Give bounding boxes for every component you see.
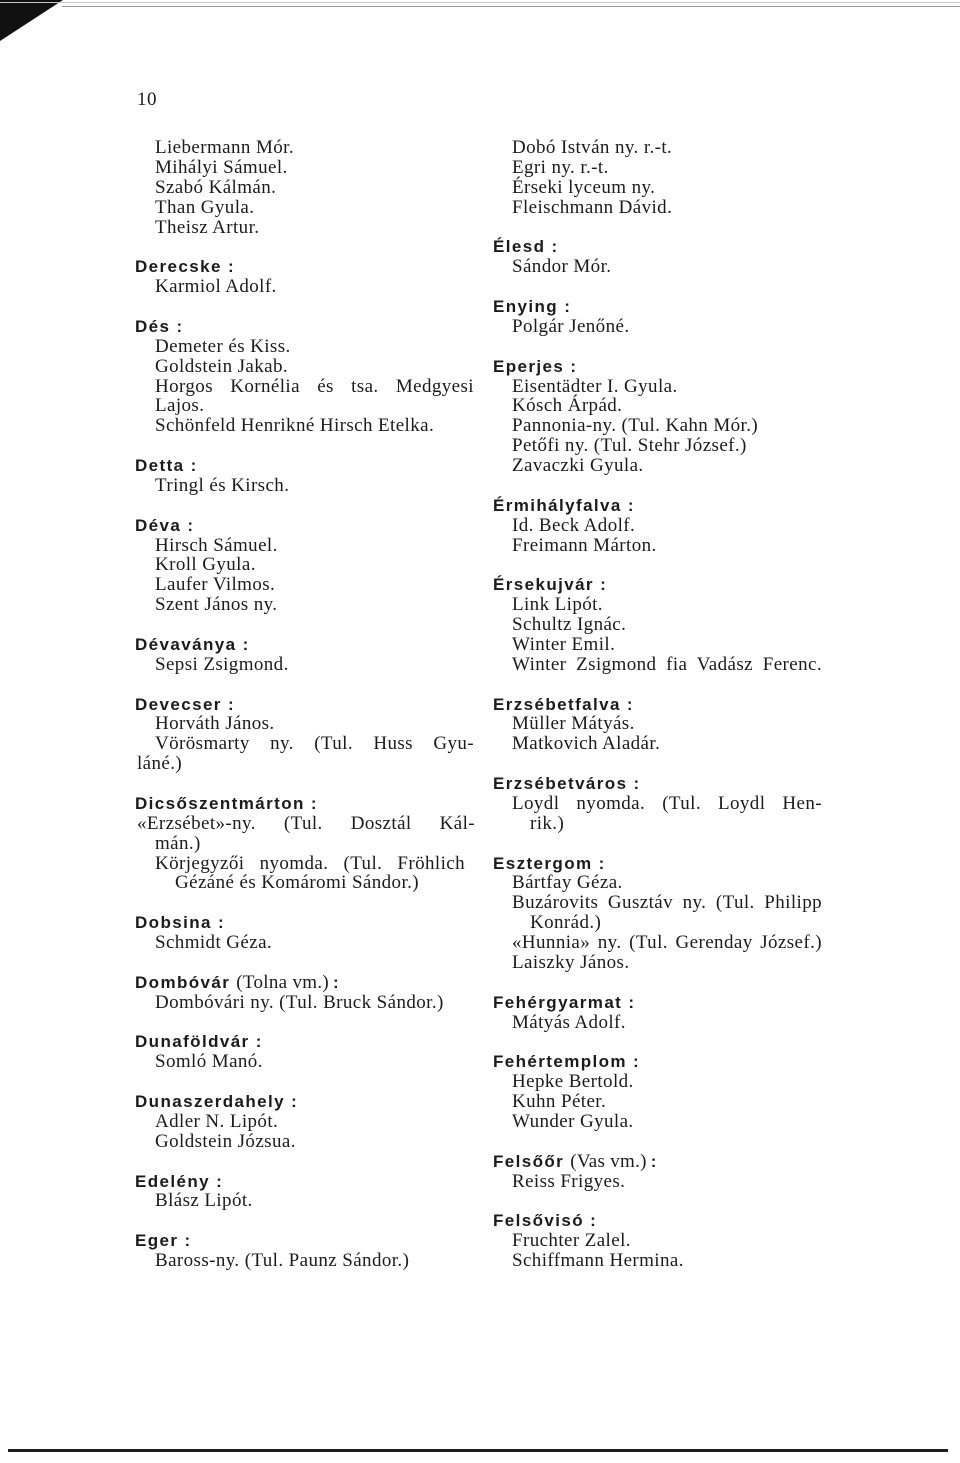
heading-note: (Vas vm.) <box>570 1150 647 1172</box>
section-ersekujvar <box>493 575 828 674</box>
section-eperjes <box>493 357 828 476</box>
entry-line: Dobó István ny. r.-t. <box>512 137 673 158</box>
entry-line: «Erzsébet»-ny. (Tul. Dosztál Kál- <box>137 813 475 834</box>
heading-note: (Tolna vm.) <box>236 971 330 993</box>
section-elesd <box>493 237 828 277</box>
section-heading: Esztergom : <box>493 853 606 873</box>
section-heading: Erzsébetfalva : <box>493 694 634 714</box>
section-heading: Élesd : <box>493 237 559 257</box>
entry-line: Kroll Gyula. <box>155 554 256 576</box>
entry-line: Horgos Kornélia és tsa. Medgyesi <box>155 376 474 397</box>
page-number: 10 <box>137 89 157 110</box>
section-heading: Erzsébetváros : <box>493 774 641 793</box>
entry-line: Schultz Ignác. <box>512 614 627 635</box>
section-derecske <box>135 257 480 297</box>
section-heading: Dunaszerdahely : <box>135 1092 299 1111</box>
section-felsoor <box>493 1152 828 1192</box>
entry-line: Schiffmann Hermina. <box>512 1250 684 1271</box>
entry-line: láné.) <box>137 753 183 775</box>
section-heading: Déva : <box>135 515 195 535</box>
section-heading: Eperjes : <box>493 356 578 376</box>
heading-name: Felsőőr <box>493 1151 565 1171</box>
section-dombovar <box>135 973 480 1013</box>
entry-line: Szabó Kálmán. <box>155 176 277 198</box>
entry-line: Matkovich Aladár. <box>512 733 661 755</box>
continued-entries <box>135 138 480 237</box>
entry-line: Petőfi ny. (Tul. Stehr József.) <box>512 435 747 457</box>
scan-corner-mark <box>0 0 64 42</box>
section-des <box>135 317 480 436</box>
section-ermihalyfalva <box>493 496 828 556</box>
entry-line: Buzárovits Gusztáv ny. (Tul. Philipp <box>512 893 822 914</box>
entry-line: Horváth János. <box>155 713 275 735</box>
entry-line: Fruchter Zalel. <box>512 1230 631 1252</box>
entry-line: Fleischmann Dávid. <box>512 196 673 218</box>
entry-line: Baross-ny. (Tul. Paunz Sándor.) <box>155 1250 410 1271</box>
section-edeleny <box>135 1172 480 1212</box>
entry-line: Körjegyzői nyomda. (Tul. Fröhlich <box>155 853 465 874</box>
entry-line: Laiszky János. <box>512 951 630 973</box>
section-detta <box>135 456 480 496</box>
section-dicsoszentmarton <box>135 794 480 893</box>
scan-bottom-edge <box>8 1449 948 1452</box>
section-devavanya <box>135 635 480 675</box>
entry-line: Kósch Árpád. <box>512 395 623 417</box>
section-heading: Dés : <box>135 316 184 336</box>
entry-line: Demeter és Kiss. <box>155 335 291 357</box>
continued-entries <box>493 138 828 218</box>
entry-line: Sepsi Zsigmond. <box>155 653 289 675</box>
entry-line: Link Lipót. <box>512 594 603 616</box>
section-enying <box>493 297 828 337</box>
section-heading: Derecske : <box>135 257 236 277</box>
section-heading: Dobsina : <box>135 913 226 933</box>
entry-line: Laufer Vilmos. <box>155 574 276 596</box>
entry-line: Szent János ny. <box>155 594 278 616</box>
scan-top-rule <box>62 6 960 7</box>
entry-line: Hirsch Sámuel. <box>155 534 278 556</box>
right-column <box>493 138 828 1271</box>
section-esztergom <box>493 854 828 973</box>
section-heading <box>135 973 480 993</box>
entry-line: Karmiol Adolf. <box>155 276 277 298</box>
section-heading: Detta : <box>135 456 198 475</box>
left-column <box>135 138 480 1271</box>
entry-line: Gézáné és Komáromi Sándor.) <box>175 872 420 894</box>
entry-line: Loydl nyomda. (Tul. Loydl Hen- <box>512 793 822 814</box>
section-felsoviso <box>493 1211 828 1271</box>
entry-line: Adler N. Lipót. <box>155 1110 279 1132</box>
section-erzsebetvaros <box>493 774 828 834</box>
entry-line: Zavaczki Gyula. <box>512 455 644 476</box>
section-fehertemplom <box>493 1052 828 1132</box>
entry-line: Lajos. <box>155 395 205 417</box>
entry-line: Polgár Jenőné. <box>512 315 630 337</box>
entry-line: Mátyás Adolf. <box>512 1011 626 1033</box>
section-heading: Érmihályfalva : <box>493 495 635 515</box>
section-dunaszerdahely <box>135 1092 480 1152</box>
entry-line: Than Gyula. <box>155 196 255 218</box>
section-heading: Enying : <box>493 297 572 316</box>
section-dunafoldvar <box>135 1032 480 1072</box>
entry-line: Somló Manó. <box>155 1051 263 1073</box>
section-heading <box>493 1152 828 1172</box>
entry-line: rik.) <box>530 812 565 834</box>
entry-line: Eisentädter I. Gyula. <box>512 375 678 397</box>
entry-line: Blász Lipót. <box>155 1190 253 1212</box>
section-heading: Eger : <box>135 1231 192 1251</box>
section-heading: Felsővisó : <box>493 1211 598 1231</box>
entry-line: Id. Beck Adolf. <box>512 514 636 536</box>
section-heading: Fehértemplom : <box>493 1052 641 1072</box>
entry-line: Liebermann Mór. <box>155 137 294 158</box>
entry-line: mán.) <box>155 832 201 854</box>
entry-line: «Hunnia» ny. (Tul. Gerenday József.) <box>512 933 822 953</box>
entry-line: Goldstein Józsua. <box>155 1130 296 1152</box>
section-eger <box>135 1231 480 1271</box>
section-deva <box>135 516 480 615</box>
section-heading: Dunaföldvár : <box>135 1032 263 1052</box>
entry-line: Konrád.) <box>530 912 602 934</box>
entry-line: Egri ny. r.-t. <box>512 156 609 178</box>
entry-line: Dombóvári ny. (Tul. Bruck Sándor.) <box>155 991 444 1013</box>
entry-line: Goldstein Jakab. <box>155 355 289 377</box>
section-heading: Fehérgyarmat : <box>493 992 636 1012</box>
section-devecser <box>135 695 480 775</box>
entry-line: Schmidt Géza. <box>155 932 273 953</box>
section-heading: Érsekujvár : <box>493 575 608 595</box>
entry-line: Winter Emil. <box>512 633 616 655</box>
entry-line: Schönfeld Henrikné Hirsch Etelka. <box>155 415 435 437</box>
entry-line: Winter Zsigmond fia Vadász Ferenc. <box>512 654 822 675</box>
entry-line: Freimann Márton. <box>512 534 657 556</box>
section-fehergyarmat <box>493 993 828 1033</box>
entry-line: Sándor Mór. <box>512 256 612 278</box>
entry-line: Tringl és Kirsch. <box>155 474 290 496</box>
section-heading: Dévaványa : <box>135 634 250 654</box>
entry-line: Érseki lyceum ny. <box>512 176 656 198</box>
entry-line: Müller Mátyás. <box>512 713 635 735</box>
section-erzsebetfalva <box>493 695 828 755</box>
entry-line: Theisz Artur. <box>155 216 260 238</box>
entry-line: Reiss Frigyes. <box>512 1170 626 1192</box>
section-heading: Devecser : <box>135 694 236 714</box>
section-heading: Edelény : <box>135 1171 224 1191</box>
entry-line: Kuhn Péter. <box>512 1091 607 1112</box>
entry-line: Pannonia-ny. (Tul. Kahn Mór.) <box>512 415 759 437</box>
entry-line: Wunder Gyula. <box>512 1110 634 1132</box>
entry-line: Hepke Bertold. <box>512 1071 634 1093</box>
heading-colon: : <box>333 972 341 992</box>
section-heading: Dicsőszentmárton : <box>135 793 318 813</box>
section-dobsina <box>135 913 480 953</box>
scan-top-edge <box>0 2 960 3</box>
entry-line: Mihályi Sámuel. <box>155 156 288 178</box>
entry-line: Bártfay Géza. <box>512 872 623 894</box>
heading-name: Dombóvár <box>135 972 231 992</box>
entry-line: Vörösmarty ny. (Tul. Huss Gyu- <box>155 734 474 755</box>
heading-colon: : <box>650 1151 658 1171</box>
